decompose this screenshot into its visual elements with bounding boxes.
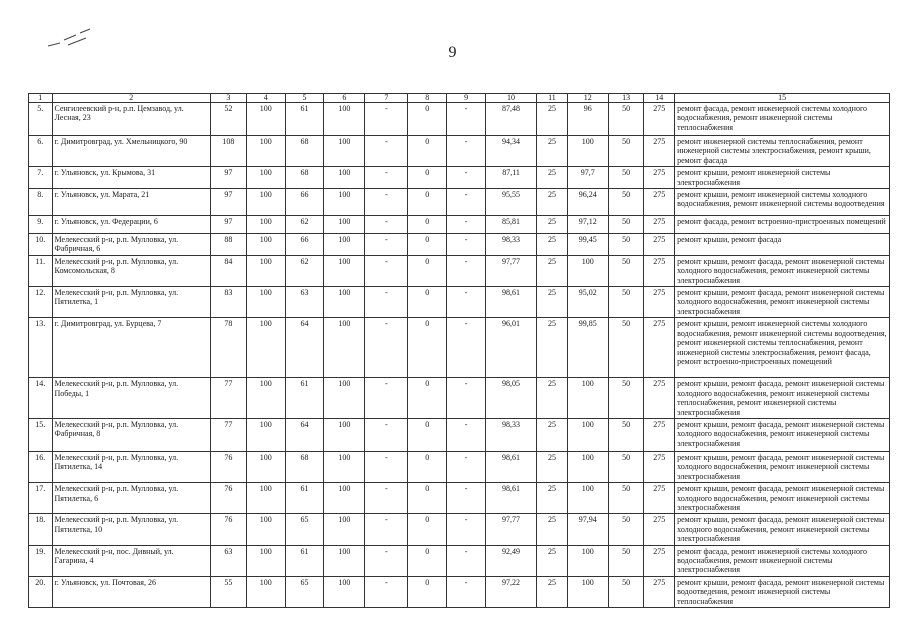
table-row (29, 483, 890, 514)
col-13: 50 (608, 103, 644, 136)
col-12: 100 (567, 545, 608, 576)
col-9: - (447, 514, 486, 545)
address: г. Ульяновск, ул. Крымова, 31 (52, 167, 210, 189)
col-6: 100 (324, 576, 365, 607)
row-number: 12. (29, 287, 53, 318)
col-5: 61 (285, 545, 324, 576)
column-header-7: 7 (365, 94, 408, 103)
row-number: 11. (29, 255, 53, 286)
col-4: 100 (246, 451, 285, 482)
col-4: 100 (246, 418, 285, 451)
col-4: 100 (246, 514, 285, 545)
col-4: 100 (246, 234, 285, 256)
work-description: ремонт крыши, ремонт фасада, ремонт инженерной системы холодного водоснабжения, ремонт инженерной системы электроснабжения (675, 483, 890, 514)
col-3: 55 (211, 576, 247, 607)
col-11: 25 (537, 576, 568, 607)
col-8: 0 (408, 216, 447, 234)
col-12: 100 (567, 136, 608, 167)
col-8: 0 (408, 189, 447, 216)
col-11: 25 (537, 287, 568, 318)
col-4: 100 (246, 287, 285, 318)
col-3: 97 (211, 189, 247, 216)
row-number: 15. (29, 418, 53, 451)
address: г. Ульяновск, ул. Федерации, 6 (52, 216, 210, 234)
col-13: 50 (608, 234, 644, 256)
row-number: 16. (29, 451, 53, 482)
col-10: 92,49 (485, 545, 536, 576)
col-6: 100 (324, 483, 365, 514)
work-description: ремонт крыши, ремонт фасада (675, 234, 890, 256)
col-7: - (365, 167, 408, 189)
col-3: 52 (211, 103, 247, 136)
work-description: ремонт фасада, ремонт встроенно-пристроенных помещений (675, 216, 890, 234)
col-14: 275 (644, 318, 675, 378)
col-11: 25 (537, 378, 568, 419)
column-header-4: 4 (246, 94, 285, 103)
column-header-5: 5 (285, 94, 324, 103)
col-7: - (365, 514, 408, 545)
table-row (29, 378, 890, 419)
work-description: ремонт крыши, ремонт фасада, ремонт инженерной системы холодного водоснабжения, ремонт инженерной системы электроснабжения (675, 255, 890, 286)
col-3: 76 (211, 514, 247, 545)
col-10: 97,77 (485, 255, 536, 286)
col-8: 0 (408, 576, 447, 607)
col-12: 97,7 (567, 167, 608, 189)
col-4: 100 (246, 545, 285, 576)
col-6: 100 (324, 545, 365, 576)
col-5: 66 (285, 234, 324, 256)
col-5: 64 (285, 418, 324, 451)
col-3: 76 (211, 451, 247, 482)
work-description: ремонт крыши, ремонт фасада, ремонт инженерной системы холодного водоснабжения, ремонт инженерной системы электроснабжения (675, 287, 890, 318)
table-row (29, 576, 890, 607)
col-11: 25 (537, 318, 568, 378)
col-9: - (447, 189, 486, 216)
work-description: ремонт фасада, ремонт инженерной системы холодного водоснабжения, ремонт инженерной системы теплоснабжения (675, 103, 890, 136)
col-7: - (365, 483, 408, 514)
col-12: 100 (567, 255, 608, 286)
col-8: 0 (408, 451, 447, 482)
col-11: 25 (537, 216, 568, 234)
address: Мелекесский р-н, пос. Дивный, ул. Гагарина, 4 (52, 545, 210, 576)
col-6: 100 (324, 255, 365, 286)
col-7: - (365, 255, 408, 286)
page-number: 9 (448, 44, 457, 61)
col-6: 100 (324, 418, 365, 451)
col-13: 50 (608, 545, 644, 576)
col-9: - (447, 318, 486, 378)
col-10: 97,22 (485, 576, 536, 607)
col-11: 25 (537, 136, 568, 167)
col-13: 50 (608, 483, 644, 514)
col-12: 96 (567, 103, 608, 136)
col-6: 100 (324, 287, 365, 318)
col-8: 0 (408, 287, 447, 318)
col-5: 62 (285, 255, 324, 286)
col-7: - (365, 103, 408, 136)
table-row (29, 136, 890, 167)
table-row (29, 103, 890, 136)
row-number: 7. (29, 167, 53, 189)
col-8: 0 (408, 167, 447, 189)
col-14: 275 (644, 483, 675, 514)
col-14: 275 (644, 167, 675, 189)
row-number: 20. (29, 576, 53, 607)
col-10: 87,11 (485, 167, 536, 189)
col-7: - (365, 418, 408, 451)
col-4: 100 (246, 216, 285, 234)
col-13: 50 (608, 287, 644, 318)
col-13: 50 (608, 255, 644, 286)
table-row (29, 189, 890, 216)
column-header-13: 13 (608, 94, 644, 103)
col-12: 100 (567, 483, 608, 514)
work-description: ремонт крыши, ремонт фасада, ремонт инженерной системы холодного водоснабжения, ремонт инженерной системы электроснабжения (675, 514, 890, 545)
col-14: 275 (644, 378, 675, 419)
col-6: 100 (324, 451, 365, 482)
col-9: - (447, 103, 486, 136)
col-8: 0 (408, 255, 447, 286)
col-7: - (365, 378, 408, 419)
col-10: 98,33 (485, 234, 536, 256)
column-header-12: 12 (567, 94, 608, 103)
column-header-8: 8 (408, 94, 447, 103)
col-5: 68 (285, 136, 324, 167)
col-10: 98,61 (485, 287, 536, 318)
table-row (29, 514, 890, 545)
col-14: 275 (644, 255, 675, 286)
col-3: 77 (211, 378, 247, 419)
col-14: 275 (644, 514, 675, 545)
col-5: 66 (285, 189, 324, 216)
col-14: 275 (644, 103, 675, 136)
col-7: - (365, 545, 408, 576)
col-6: 100 (324, 234, 365, 256)
col-8: 0 (408, 483, 447, 514)
table-row (29, 216, 890, 234)
column-header-15: 15 (675, 94, 890, 103)
row-number: 6. (29, 136, 53, 167)
col-6: 100 (324, 216, 365, 234)
col-8: 0 (408, 103, 447, 136)
col-5: 68 (285, 167, 324, 189)
col-7: - (365, 576, 408, 607)
col-13: 50 (608, 576, 644, 607)
col-14: 275 (644, 545, 675, 576)
repair-table (28, 93, 890, 608)
col-10: 98,61 (485, 451, 536, 482)
col-10: 87,48 (485, 103, 536, 136)
work-description: ремонт крыши, ремонт инженерной системы холодного водоснабжения, ремонт инженерной системы водоотведения, ремонт инженерной системы теплоснабжения, ремонт инженерной системы электроснабжения, ремонт фасада, ремонт встроенно-пристроенных помещений (675, 318, 890, 378)
col-13: 50 (608, 318, 644, 378)
col-13: 50 (608, 216, 644, 234)
col-12: 97,12 (567, 216, 608, 234)
col-5: 61 (285, 103, 324, 136)
col-6: 100 (324, 103, 365, 136)
col-7: - (365, 318, 408, 378)
col-12: 95,02 (567, 287, 608, 318)
table-row (29, 451, 890, 482)
col-4: 100 (246, 483, 285, 514)
address: Мелекесский р-н, р.п. Мулловка, ул. Фабричная, 8 (52, 418, 210, 451)
col-11: 25 (537, 189, 568, 216)
col-14: 275 (644, 216, 675, 234)
col-10: 96,01 (485, 318, 536, 378)
col-6: 100 (324, 167, 365, 189)
col-14: 275 (644, 234, 675, 256)
col-10: 98,33 (485, 418, 536, 451)
col-14: 275 (644, 576, 675, 607)
work-description: ремонт инженерной системы теплоснабжения, ремонт инженерной системы электроснабжения, ремонт крыши, ремонт фасада (675, 136, 890, 167)
work-description: ремонт крыши, ремонт фасада, ремонт инженерной системы холодного водоснабжения, ремонт инженерной системы электроснабжения (675, 418, 890, 451)
col-5: 61 (285, 378, 324, 419)
col-14: 275 (644, 136, 675, 167)
table-row (29, 287, 890, 318)
col-7: - (365, 216, 408, 234)
col-8: 0 (408, 318, 447, 378)
col-6: 100 (324, 136, 365, 167)
col-11: 25 (537, 514, 568, 545)
column-header-9: 9 (447, 94, 486, 103)
column-header-1: 1 (29, 94, 53, 103)
col-10: 94,34 (485, 136, 536, 167)
col-12: 96,24 (567, 189, 608, 216)
col-5: 65 (285, 514, 324, 545)
address: Мелекесский р-н, р.п. Мулловка, ул. Пятилетка, 14 (52, 451, 210, 482)
address: г. Ульяновск, ул. Почтовая, 26 (52, 576, 210, 607)
col-6: 100 (324, 318, 365, 378)
col-12: 100 (567, 378, 608, 419)
col-7: - (365, 189, 408, 216)
col-7: - (365, 136, 408, 167)
col-12: 100 (567, 451, 608, 482)
col-13: 50 (608, 189, 644, 216)
column-header-11: 11 (537, 94, 568, 103)
col-13: 50 (608, 418, 644, 451)
address: г. Димитровград, ул. Хмельницкого, 90 (52, 136, 210, 167)
col-11: 25 (537, 234, 568, 256)
work-description: ремонт фасада, ремонт инженерной системы холодного водоснабжения, ремонт инженерной системы электроснабжения (675, 545, 890, 576)
col-3: 76 (211, 483, 247, 514)
address: Мелекесский р-н, р.п. Мулловка, ул. Пятилетка, 6 (52, 483, 210, 514)
col-3: 88 (211, 234, 247, 256)
col-3: 97 (211, 167, 247, 189)
col-12: 97,94 (567, 514, 608, 545)
col-8: 0 (408, 378, 447, 419)
column-header-6: 6 (324, 94, 365, 103)
col-9: - (447, 576, 486, 607)
row-number: 9. (29, 216, 53, 234)
table-row (29, 318, 890, 378)
col-13: 50 (608, 378, 644, 419)
address: г. Димитровград, ул. Бурцева, 7 (52, 318, 210, 378)
address: Мелекесский р-н, р.п. Мулловка, ул. Комсомольская, 8 (52, 255, 210, 286)
col-3: 108 (211, 136, 247, 167)
col-9: - (447, 167, 486, 189)
address: Мелекесский р-н, р.п. Мулловка, ул. Пятилетка, 10 (52, 514, 210, 545)
col-5: 61 (285, 483, 324, 514)
row-number: 5. (29, 103, 53, 136)
col-5: 63 (285, 287, 324, 318)
col-3: 84 (211, 255, 247, 286)
col-10: 98,05 (485, 378, 536, 419)
col-14: 275 (644, 287, 675, 318)
work-description: ремонт крыши, ремонт фасада, ремонт инженерной системы холодного водоснабжения, ремонт инженерной системы электроснабжения (675, 451, 890, 482)
table-row (29, 255, 890, 286)
col-12: 100 (567, 576, 608, 607)
col-13: 50 (608, 451, 644, 482)
col-11: 25 (537, 103, 568, 136)
col-9: - (447, 234, 486, 256)
col-5: 65 (285, 576, 324, 607)
col-11: 25 (537, 255, 568, 286)
col-13: 50 (608, 136, 644, 167)
address: Сенгилеевский р-н, р.п. Цемзавод, ул. Лесная, 23 (52, 103, 210, 136)
col-14: 275 (644, 451, 675, 482)
col-9: - (447, 451, 486, 482)
address: Мелекесский р-н, р.п. Мулловка, ул. Фабричная, 6 (52, 234, 210, 256)
col-5: 68 (285, 451, 324, 482)
col-11: 25 (537, 451, 568, 482)
work-description: ремонт крыши, ремонт инженерной системы электроснабжения (675, 167, 890, 189)
col-9: - (447, 418, 486, 451)
col-10: 95,55 (485, 189, 536, 216)
col-4: 100 (246, 255, 285, 286)
col-11: 25 (537, 418, 568, 451)
col-5: 64 (285, 318, 324, 378)
address: г. Ульяновск, ул. Марата, 21 (52, 189, 210, 216)
table-row (29, 234, 890, 256)
col-8: 0 (408, 136, 447, 167)
col-10: 85,81 (485, 216, 536, 234)
col-13: 50 (608, 167, 644, 189)
row-number: 18. (29, 514, 53, 545)
row-number: 10. (29, 234, 53, 256)
row-number: 13. (29, 318, 53, 378)
col-8: 0 (408, 418, 447, 451)
col-9: - (447, 545, 486, 576)
work-description: ремонт крыши, ремонт фасада, ремонт инженерной системы холодного водоснабжения, ремонт инженерной системы теплоснабжения, ремонт инженерной системы электроснабжения (675, 378, 890, 419)
col-8: 0 (408, 514, 447, 545)
col-12: 99,45 (567, 234, 608, 256)
col-4: 100 (246, 378, 285, 419)
column-header-10: 10 (485, 94, 536, 103)
col-6: 100 (324, 378, 365, 419)
col-9: - (447, 287, 486, 318)
col-3: 83 (211, 287, 247, 318)
row-number: 19. (29, 545, 53, 576)
address: Мелекесский р-н, р.п. Мулловка, ул. Победы, 1 (52, 378, 210, 419)
work-description: ремонт крыши, ремонт фасада, ремонт инженерной системы водоотведения, ремонт инженерной системы теплоснабжения (675, 576, 890, 607)
col-14: 275 (644, 418, 675, 451)
col-13: 50 (608, 514, 644, 545)
col-3: 63 (211, 545, 247, 576)
col-9: - (447, 216, 486, 234)
table-row (29, 167, 890, 189)
col-6: 100 (324, 189, 365, 216)
col-11: 25 (537, 167, 568, 189)
col-4: 100 (246, 167, 285, 189)
table-row (29, 418, 890, 451)
col-4: 100 (246, 576, 285, 607)
col-14: 275 (644, 189, 675, 216)
column-header-14: 14 (644, 94, 675, 103)
header-row (29, 94, 890, 103)
column-header-3: 3 (211, 94, 247, 103)
work-description: ремонт крыши, ремонт инженерной системы холодного водоснабжения, ремонт инженерной системы водоотведения (675, 189, 890, 216)
col-4: 100 (246, 318, 285, 378)
col-5: 62 (285, 216, 324, 234)
col-9: - (447, 483, 486, 514)
col-10: 97,77 (485, 514, 536, 545)
row-number: 14. (29, 378, 53, 419)
row-number: 8. (29, 189, 53, 216)
col-9: - (447, 136, 486, 167)
col-4: 100 (246, 189, 285, 216)
col-7: - (365, 287, 408, 318)
column-header-2: 2 (52, 94, 210, 103)
col-4: 100 (246, 103, 285, 136)
col-12: 99,85 (567, 318, 608, 378)
col-9: - (447, 378, 486, 419)
col-7: - (365, 234, 408, 256)
col-8: 0 (408, 234, 447, 256)
col-6: 100 (324, 514, 365, 545)
col-7: - (365, 451, 408, 482)
col-9: - (447, 255, 486, 286)
col-3: 77 (211, 418, 247, 451)
col-3: 97 (211, 216, 247, 234)
col-10: 98,61 (485, 483, 536, 514)
col-3: 78 (211, 318, 247, 378)
col-11: 25 (537, 483, 568, 514)
col-8: 0 (408, 545, 447, 576)
col-4: 100 (246, 136, 285, 167)
row-number: 17. (29, 483, 53, 514)
table-row (29, 545, 890, 576)
col-11: 25 (537, 545, 568, 576)
col-12: 100 (567, 418, 608, 451)
address: Мелекесский р-н, р.п. Мулловка, ул. Пятилетка, 1 (52, 287, 210, 318)
